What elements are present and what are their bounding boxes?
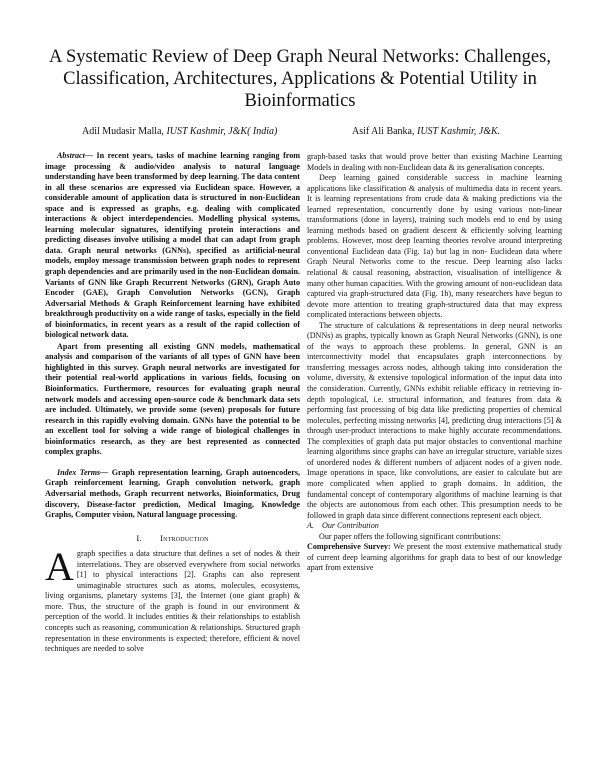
right-column <box>307 152 562 574</box>
author-2-affiliation: IUST Kashmir, J&K. <box>417 126 501 137</box>
intro-text-1: graph specifies a data structure that defines a set of nodes & their interrelations. They are observed everywhere from social networks [1] to physical interactions [2]. Graphs can also represent unimaginable structures such as atoms, molecules, ecosystems, living organisms, planetary systems [3], the Internet (one giant graph) & more. Thus, the structure of the graph is found in our environment & perception of the world. It includes entities & their relationships to establish concepts such as reasoning, communication & relationships. Structured graph representation in these environments is expected; therefore, efficient & novel techniques are needed to solve <box>45 549 300 654</box>
index-terms <box>45 468 300 521</box>
abstract-text-1: In recent years, tasks of machine learning ranging from image processing & audio/video analysis to natural language understanding have been transformed by deep learning. The data content in all these scenarios are expressed via Euclidean space. However, a considerable amount of application data is structured in non-Euclidean space and is expressed as graphs, e.g. dealing with complicated interactions & object interdependencies. Modelling physical systems, learning molecular signatures, identifying protein interactions and predicting diseases involve utilising a model that can adapt from graph data. Graph neural networks (GNNs), specified as artificial-neural models, employ message transmission between graph nodes to represent graph dependencies and are primarily used in the non-Euclidean domain. Variants of GNN like Graph Recurrent Networks (GRN), Graph Auto Encoder (GAE), Graph Convolution Networks (GCN), Graph Adversarial Methods & Graph Reinforcement learning have exhibited breakthrough productivity on a wide range of tasks, especially in the field of bioinformatics, in recent years as a result of the rapid collection of biological network data. <box>45 151 300 340</box>
abstract-paragraph-2: Apart from presenting all existing GNN models, mathematical analysis and comparison of the variants of all types of GNN have been highlighted in this survey. Graph neural networks are investigated for their potential real-world applications in various fields, focusing on Bioinformatics. Furthermore, resources for evaluating graph neural network models and accessing open-source code & benchmark data sets are included. Ultimately, we provide some (seven) proposals for future research in this rapidly evolving domain. GNNs have the potential to be an excellent tool for solving a wide range of biological challenges in bioinformatics research, as they are best represented as connected complex graphs. <box>45 341 300 457</box>
paper-title: A Systematic Review of Deep Graph Neural Networks: Challenges, Classification, Architectures, Applications & Potential Utility in Bioinformatics <box>49 47 551 111</box>
left-column <box>45 151 300 655</box>
contribution-1 <box>307 542 562 574</box>
contribution-intro: Our paper offers the following significant contributions: <box>319 531 501 541</box>
contribution-1-text: We present the most extensive mathematical study of current deep learning algorithms for graph data to best of our knowledge apart from extensive <box>307 542 562 573</box>
intro-paragraph-3: The structure of calculations & representations in deep neural networks (DNNs) as graphs, typically known as Graph Neural Networks (GNN), is one of the ways to approach these problems. In general, GNN is an interconnectivity model that encapsulates graph interconnections by transferring messages across nodes, although taking into consideration the volume, diversity, & extensive topological information of the input data into the consideration. Currently, GNNs exhibit reliable efficacy in retrieving in-depth topological, i.e. structural information, and features from data & performing fast processing of big data like predicting properties of chemical molecules, perfecting missing networks [4], predicting drug interactions [5] & through user-product interactions to make highly accurate recommendations. The complexities of graph data put major obstacles to conventional machine learning algorithms since graphs can have an irregular structure, variable sizes of unordered nodes & different numbers of adjacent nodes of a given node. Image operations in space, like convolutions, are easier to calculate but are more complicated when applied to graph domains. In addition, the fundamental concept of contemporary algorithms of machine learning is that the objects are autonomous from each other. This presumption needs to be followed in graph data since different connections represent each object. <box>307 320 562 520</box>
author-2-name: Asif Ali Banka, <box>352 126 415 137</box>
author-2 <box>352 126 500 137</box>
author-1-affiliation: IUST Kashmir, J&K( India) <box>166 126 278 137</box>
intro-paragraph-1-continued: graph-based tasks that would prove better than existing Machine Learning Models in dealing with non-Euclidean data & its generalisation concepts. <box>307 152 562 172</box>
intro-paragraph-1 <box>45 544 300 654</box>
contribution-1-lead: Comprehensive Survey: <box>307 542 391 552</box>
drop-cap: A <box>45 544 74 590</box>
subsection-a-number: A. <box>307 521 314 531</box>
author-1 <box>82 126 277 137</box>
section-1-number: I. <box>136 532 142 543</box>
subsection-a-heading <box>307 521 562 532</box>
section-1-title: Introduction <box>160 532 209 543</box>
intro-paragraph-2: Deep learning gained considerable success in machine learning applications like classification & analysis of multimedia data in recent years. It is learning representations from crude data & making predictions via the learned representation, concurrently done by using various non-linear transformations (done in layers), training such models end to end by using learning methods based on gradient descent & efficiently solving learning problems. However, most deep learning theories revolve around interpreting conventional Euclidean data (Fig. 1a) but lag in non- Euclidean data where Graph Neural Networks come to the rescue. Deep learning also lacks relational & causal reasoning, abstraction, visualisation of intelligence & many other human capacities. With the growing amount of non-euclidean data captured via graph-structured data (Fig. 1b), many researchers have begun to devote more attention to treating graph-structured data that may express complicated interactions between objects. <box>307 173 562 320</box>
index-terms-text: Graph representation learning, Graph autoencoders, Graph reinforcement learning, Graph convolution network, graph Adversarial methods, Graph recurrent networks, Bioinformatics, Drug discovery, Disease-factor prediction, Medical Imaging, Knowledge Graphs, Computer vision, Natural language processing. <box>45 467 301 520</box>
abstract-paragraph-1 <box>45 151 300 341</box>
subsection-a-title: Our Contribution <box>321 521 379 531</box>
author-1-name: Adil Mudasir Malla, <box>82 126 164 137</box>
section-1-heading <box>45 533 300 544</box>
index-terms-lead: Index Terms— <box>57 467 109 477</box>
abstract-lead: Abstract— <box>57 151 93 160</box>
